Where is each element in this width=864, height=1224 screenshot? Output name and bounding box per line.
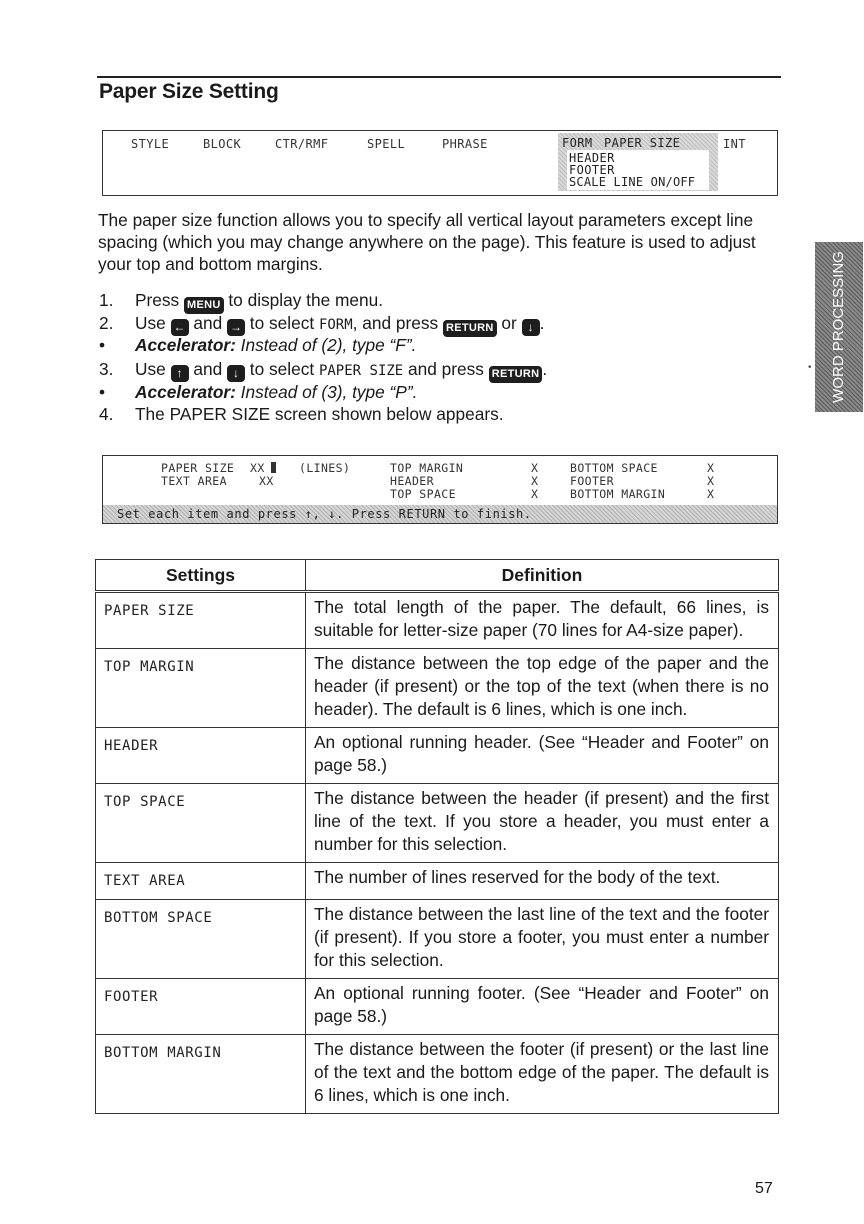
- screen-paper-size-label: PAPER SIZE: [161, 461, 235, 475]
- definition-cell: An optional running footer. (See “Header and Footer” on page 58.): [306, 979, 779, 1035]
- screen-bottom-space-label: BOTTOM SPACE: [570, 461, 658, 475]
- dropdown-item-footer: FOOTER: [569, 163, 615, 177]
- menu-key-icon: MENU: [184, 297, 224, 314]
- table-row: [96, 592, 779, 649]
- table-header-row: [96, 560, 779, 592]
- setting-cell: HEADER: [96, 728, 306, 784]
- table-row: [96, 728, 779, 784]
- screen-bottom-space-value: X: [707, 461, 715, 475]
- intro-paragraph: The paper size function allows you to specify all vertical layout parameters except line spacing (which you may change anywhere on the page). This feature is used to adjust your top and bottom margins.: [98, 210, 756, 274]
- screen-text-area-label: TEXT AREA: [161, 474, 227, 488]
- form-dropdown: [558, 133, 718, 191]
- table-row: [96, 784, 779, 863]
- table-row: [96, 979, 779, 1035]
- screen-paper-size-value: XX: [250, 461, 265, 475]
- definition-cell: The total length of the paper. The default, 66 lines, is suitable for letter-size paper (70 lines for A4-size paper).: [306, 592, 779, 649]
- cursor-icon: [271, 462, 276, 473]
- screen-top-space-value: X: [531, 487, 539, 501]
- return-key-icon: RETURN: [489, 366, 543, 383]
- heading-rule: [97, 76, 781, 78]
- menu-item-print-partial: INT: [723, 137, 746, 151]
- menu-screen: [102, 130, 778, 196]
- settings-table: [95, 559, 779, 1114]
- screen-footer-label: FOOTER: [570, 474, 614, 488]
- down-arrow-key-icon: ↓: [522, 319, 540, 336]
- status-bar: [103, 505, 777, 523]
- settings-column-header: Settings: [96, 560, 306, 592]
- menu-item-phrase: PHRASE: [442, 137, 488, 151]
- menu-item-style: STYLE: [131, 137, 170, 151]
- screen-text-area-value: XX: [259, 474, 274, 488]
- down-arrow-key-icon: ↓: [227, 365, 245, 382]
- margin-dot: •: [808, 362, 812, 373]
- setting-cell: TEXT AREA: [96, 863, 306, 900]
- setting-cell: BOTTOM SPACE: [96, 900, 306, 979]
- screen-header-value: X: [531, 474, 539, 488]
- screen-top-margin-label: TOP MARGIN: [390, 461, 464, 475]
- menu-item-ctr-rmf: CTR/RMF: [275, 137, 329, 151]
- up-arrow-key-icon: ↑: [171, 365, 189, 382]
- left-arrow-key-icon: ←: [171, 319, 189, 336]
- table-row: [96, 900, 779, 979]
- dropdown-item-scale-line: SCALE LINE ON/OFF: [569, 175, 696, 189]
- definition-cell: The number of lines reserved for the body of the text.: [306, 863, 779, 900]
- screen-top-space-label: TOP SPACE: [390, 487, 456, 501]
- page-number: 57: [755, 1180, 773, 1197]
- screen-lines-label: (LINES): [299, 461, 351, 475]
- definition-cell: An optional running header. (See “Header and Footer” on page 58.): [306, 728, 779, 784]
- setting-cell: TOP SPACE: [96, 784, 306, 863]
- right-arrow-key-icon: →: [227, 319, 245, 336]
- dropdown-item-header: HEADER: [569, 151, 615, 165]
- definition-cell: The distance between the last line of the text and the footer (if present). If you store a footer, you must enter a number for this selection.: [306, 900, 779, 979]
- screen-top-margin-value: X: [531, 461, 539, 475]
- status-message: Set each item and press ↑, ↓. Press RETURN to finish.: [117, 507, 532, 521]
- page-title: Paper Size Setting: [99, 80, 279, 103]
- screen-bottom-margin-label: BOTTOM MARGIN: [570, 487, 666, 501]
- return-key-icon: RETURN: [443, 320, 497, 337]
- screen-footer-value: X: [707, 474, 715, 488]
- dropdown-item-paper-size: PAPER SIZE: [604, 136, 681, 150]
- definition-cell: The distance between the footer (if present) or the last line of the text and the bottom edge of the paper. The default is 6 lines, which is one inch.: [306, 1035, 779, 1114]
- section-tab: [815, 242, 863, 412]
- paper-size-screen: [102, 455, 778, 524]
- setting-cell: FOOTER: [96, 979, 306, 1035]
- menu-item-spell: SPELL: [367, 137, 406, 151]
- menu-item-form: FORM: [562, 136, 593, 150]
- table-row: [96, 1035, 779, 1114]
- setting-cell: TOP MARGIN: [96, 649, 306, 728]
- setting-cell: PAPER SIZE: [96, 592, 306, 649]
- setting-cell: BOTTOM MARGIN: [96, 1035, 306, 1114]
- definition-cell: The distance between the header (if present) and the first line of the text. If you store a header, you must enter a number for this selection.: [306, 784, 779, 863]
- definition-column-header: Definition: [306, 560, 779, 592]
- table-row: [96, 649, 779, 728]
- definition-cell: The distance between the top edge of the paper and the header (if present) or the top of the text (when there is no header). The default is 6 lines, which is one inch.: [306, 649, 779, 728]
- screen-header-label: HEADER: [390, 474, 434, 488]
- menu-item-block: BLOCK: [203, 137, 242, 151]
- screen-bottom-margin-value: X: [707, 487, 715, 501]
- section-tab-label: WORD PROCESSING: [830, 251, 847, 403]
- table-row: [96, 863, 779, 900]
